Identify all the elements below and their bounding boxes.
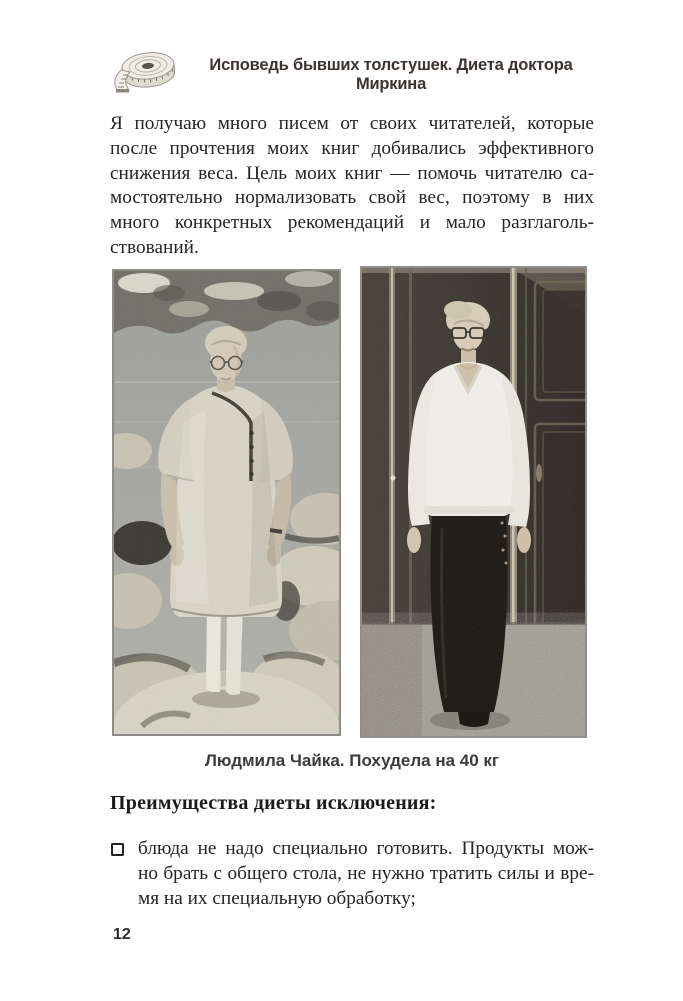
photo-before [112, 269, 341, 736]
photo-after [360, 266, 587, 738]
photo-caption: Людмила Чайка. Похудела на 40 кг [204, 751, 500, 770]
advantages-list [110, 836, 594, 911]
page-number: 12 [113, 926, 131, 943]
after-photo-image [362, 268, 585, 736]
before-photo-image [114, 271, 339, 734]
list-item [110, 836, 594, 911]
section-heading: Преимущества диеты исключения: [110, 792, 437, 814]
measuring-tape-icon [112, 46, 182, 93]
running-title: Исповедь бывших толстушек. Диета доктора Миркина [209, 56, 573, 93]
square-bullet-icon [111, 843, 124, 856]
list-item-text: блюда не надо специально готовить. Продукты мож- но брать с общего стола, не нужно тратить силы и вре- мя на их специальную обработку; [138, 838, 594, 909]
intro-paragraph: Я получаю много писем от своих читателей, которые после прочтения моих книг добивались эффективного снижения веса. Цель моих книг — помочь читателю са- мостоятельно нормализовать свой вес, поэтому в них много конкретных рекомендаций и мало разглаголь- ствований. [110, 113, 594, 258]
